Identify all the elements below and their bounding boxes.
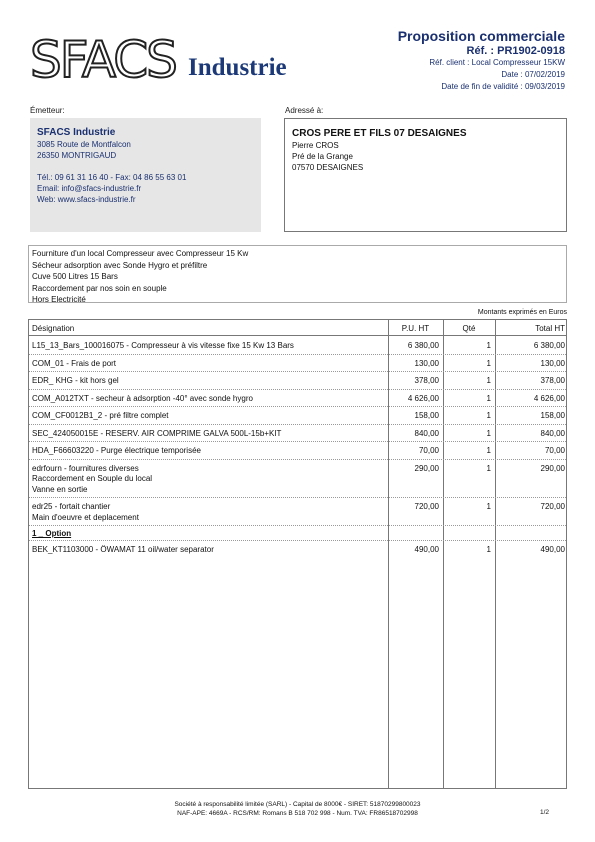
designation-text: BEK_KT1103000 - ÖWAMAT 11 oil/water separator <box>32 545 214 554</box>
table-row <box>29 373 566 390</box>
line-total: 840,00 <box>540 428 565 438</box>
designation-text: edr25 - fortait chantier <box>32 502 111 511</box>
designation-text: Main d'oeuvre et deplacement <box>32 512 139 522</box>
table-row <box>29 426 566 443</box>
amounts-note: Montants exprimés en Euros <box>477 309 567 316</box>
destinataire-label: Adressé à: <box>285 106 324 115</box>
quantity: 1 <box>486 545 491 554</box>
emetteur-address1: 3085 Route de Montfalcon <box>37 140 131 149</box>
emetteur-phone: Tél.: 09 61 31 16 40 - Fax: 04 86 55 63 01 <box>37 173 187 182</box>
table-header <box>29 320 566 336</box>
emetteur-web: Web: www.sfacs-industrie.fr <box>37 195 136 204</box>
table-row <box>29 356 566 373</box>
header-pu: P.U. HT <box>401 324 430 333</box>
quantity: 1 <box>486 428 491 438</box>
quantity: 1 <box>486 463 491 473</box>
unit-price: 130,00 <box>414 358 439 368</box>
company-logo <box>30 32 320 92</box>
destinataire-name: CROS PERE ET FILS 07 DESAIGNES <box>292 128 467 139</box>
line-total: 158,00 <box>540 411 565 420</box>
emetteur-label: Émetteur: <box>30 106 65 115</box>
designation-text: Vanne en sortie <box>32 484 88 494</box>
header-total: Total HT <box>535 324 565 333</box>
designation-text: SEC_424050015E - RESERV. AIR COMPRIME GALVA 500L-15b+KIT <box>32 428 282 438</box>
line-total: 6 380,00 <box>533 341 565 350</box>
emetteur-box <box>30 118 261 232</box>
destinataire-address2: 07570 DESAIGNES <box>292 163 364 172</box>
designation-text: COM_CF0012B1_2 - pré filtre complet <box>32 411 169 420</box>
destinataire-contact: Pierre CROS <box>292 141 339 150</box>
description-line: Fourniture d'un local Compresseur avec Compresseur 15 Kw <box>32 249 249 258</box>
line-total: 130,00 <box>540 358 565 368</box>
description-line: Sécheur adsorption avec Sonde Hygro et préfiltre <box>32 260 208 270</box>
items-table <box>28 319 567 789</box>
description-line: Cuve 500 Litres 15 Bars <box>32 272 118 281</box>
designation-text: L15_13_Bars_100016075 - Compresseur à vis vitesse fixe 15 Kw 13 Bars <box>32 341 294 350</box>
quantity: 1 <box>486 341 491 350</box>
unit-price: 490,00 <box>414 545 439 554</box>
validity-date: Date de fin de validité : 09/03/2019 <box>441 82 565 91</box>
quantity: 1 <box>486 376 491 385</box>
table-row <box>29 408 566 425</box>
line-total: 290,00 <box>540 463 565 473</box>
quantity: 1 <box>486 358 491 368</box>
line-total: 378,00 <box>540 376 565 385</box>
line-total: 4 626,00 <box>533 393 565 403</box>
table-row <box>29 461 566 499</box>
page-number: 1/2 <box>539 809 549 816</box>
designation-text: COM_A012TXT - secheur à adsorption -40° avec sonde hygro <box>32 393 253 403</box>
option-section-row <box>29 527 566 541</box>
client-ref: Réf. client : Local Compresseur 15KW <box>429 58 565 67</box>
unit-price: 158,00 <box>414 411 439 420</box>
footer <box>0 800 595 818</box>
document-title: Proposition commerciale <box>397 28 565 44</box>
line-total: 720,00 <box>540 502 565 511</box>
designation-text: HDA_F66603220 - Purge électrique temporisée <box>32 446 201 455</box>
document-header <box>398 28 565 93</box>
header-designation: Désignation <box>32 324 75 333</box>
emetteur-name: SFACS Industrie <box>37 127 116 138</box>
unit-price: 290,00 <box>414 463 439 473</box>
line-total: 490,00 <box>540 545 565 554</box>
emetteur-address2: 26350 MONTRIGAUD <box>37 151 117 160</box>
unit-price: 720,00 <box>414 502 439 511</box>
document-date: Date : 07/02/2019 <box>501 70 565 79</box>
footer-legal-2: NAF-APE: 4669A - RCS/RM: Romans B 518 702 998 - Num. TVA: FR86518702998 <box>177 810 418 817</box>
unit-price: 4 626,00 <box>407 393 439 403</box>
line-total: 70,00 <box>544 446 565 455</box>
logo-sfacs-text: SFACS <box>30 31 176 89</box>
quantity: 1 <box>486 502 491 511</box>
designation-text: Raccordement en Souple du local <box>32 474 153 483</box>
table-row <box>29 391 566 408</box>
unit-price: 70,00 <box>418 446 439 455</box>
unit-price: 378,00 <box>414 376 439 385</box>
footer-legal-1: Société à responsabilité limitée (SARL) - Capital de 8000€ - SIRET: 51870299800023 <box>174 801 421 808</box>
unit-price: 6 380,00 <box>407 341 439 350</box>
emetteur-email: Email: info@sfacs-industrie.fr <box>37 184 142 193</box>
logo-industrie-text: Industrie <box>188 54 287 81</box>
quantity: 1 <box>486 446 491 455</box>
table-row <box>29 338 566 355</box>
option-title: 1 _ Option <box>32 529 72 538</box>
designation-text: COM_01 - Frais de port <box>32 358 117 368</box>
unit-price: 840,00 <box>414 428 439 438</box>
designation-text: EDR_ KHG - kit hors gel <box>32 376 119 385</box>
quantity: 1 <box>486 411 491 420</box>
table-row <box>29 499 566 526</box>
proposal-description <box>28 245 567 303</box>
table-row <box>29 443 566 460</box>
table-row <box>29 542 566 558</box>
description-line: Hors Electricité <box>32 295 86 304</box>
quantity: 1 <box>486 393 491 403</box>
header-qty: Qté <box>462 324 476 333</box>
destinataire-address1: Pré de la Grange <box>292 152 353 161</box>
designation-text: edrfourn - fournitures diverses <box>32 463 139 473</box>
destinataire-box <box>284 118 567 232</box>
description-line: Raccordement par nos soin en souple <box>32 283 167 293</box>
document-ref: Réf. : PR1902-0918 <box>466 45 565 57</box>
